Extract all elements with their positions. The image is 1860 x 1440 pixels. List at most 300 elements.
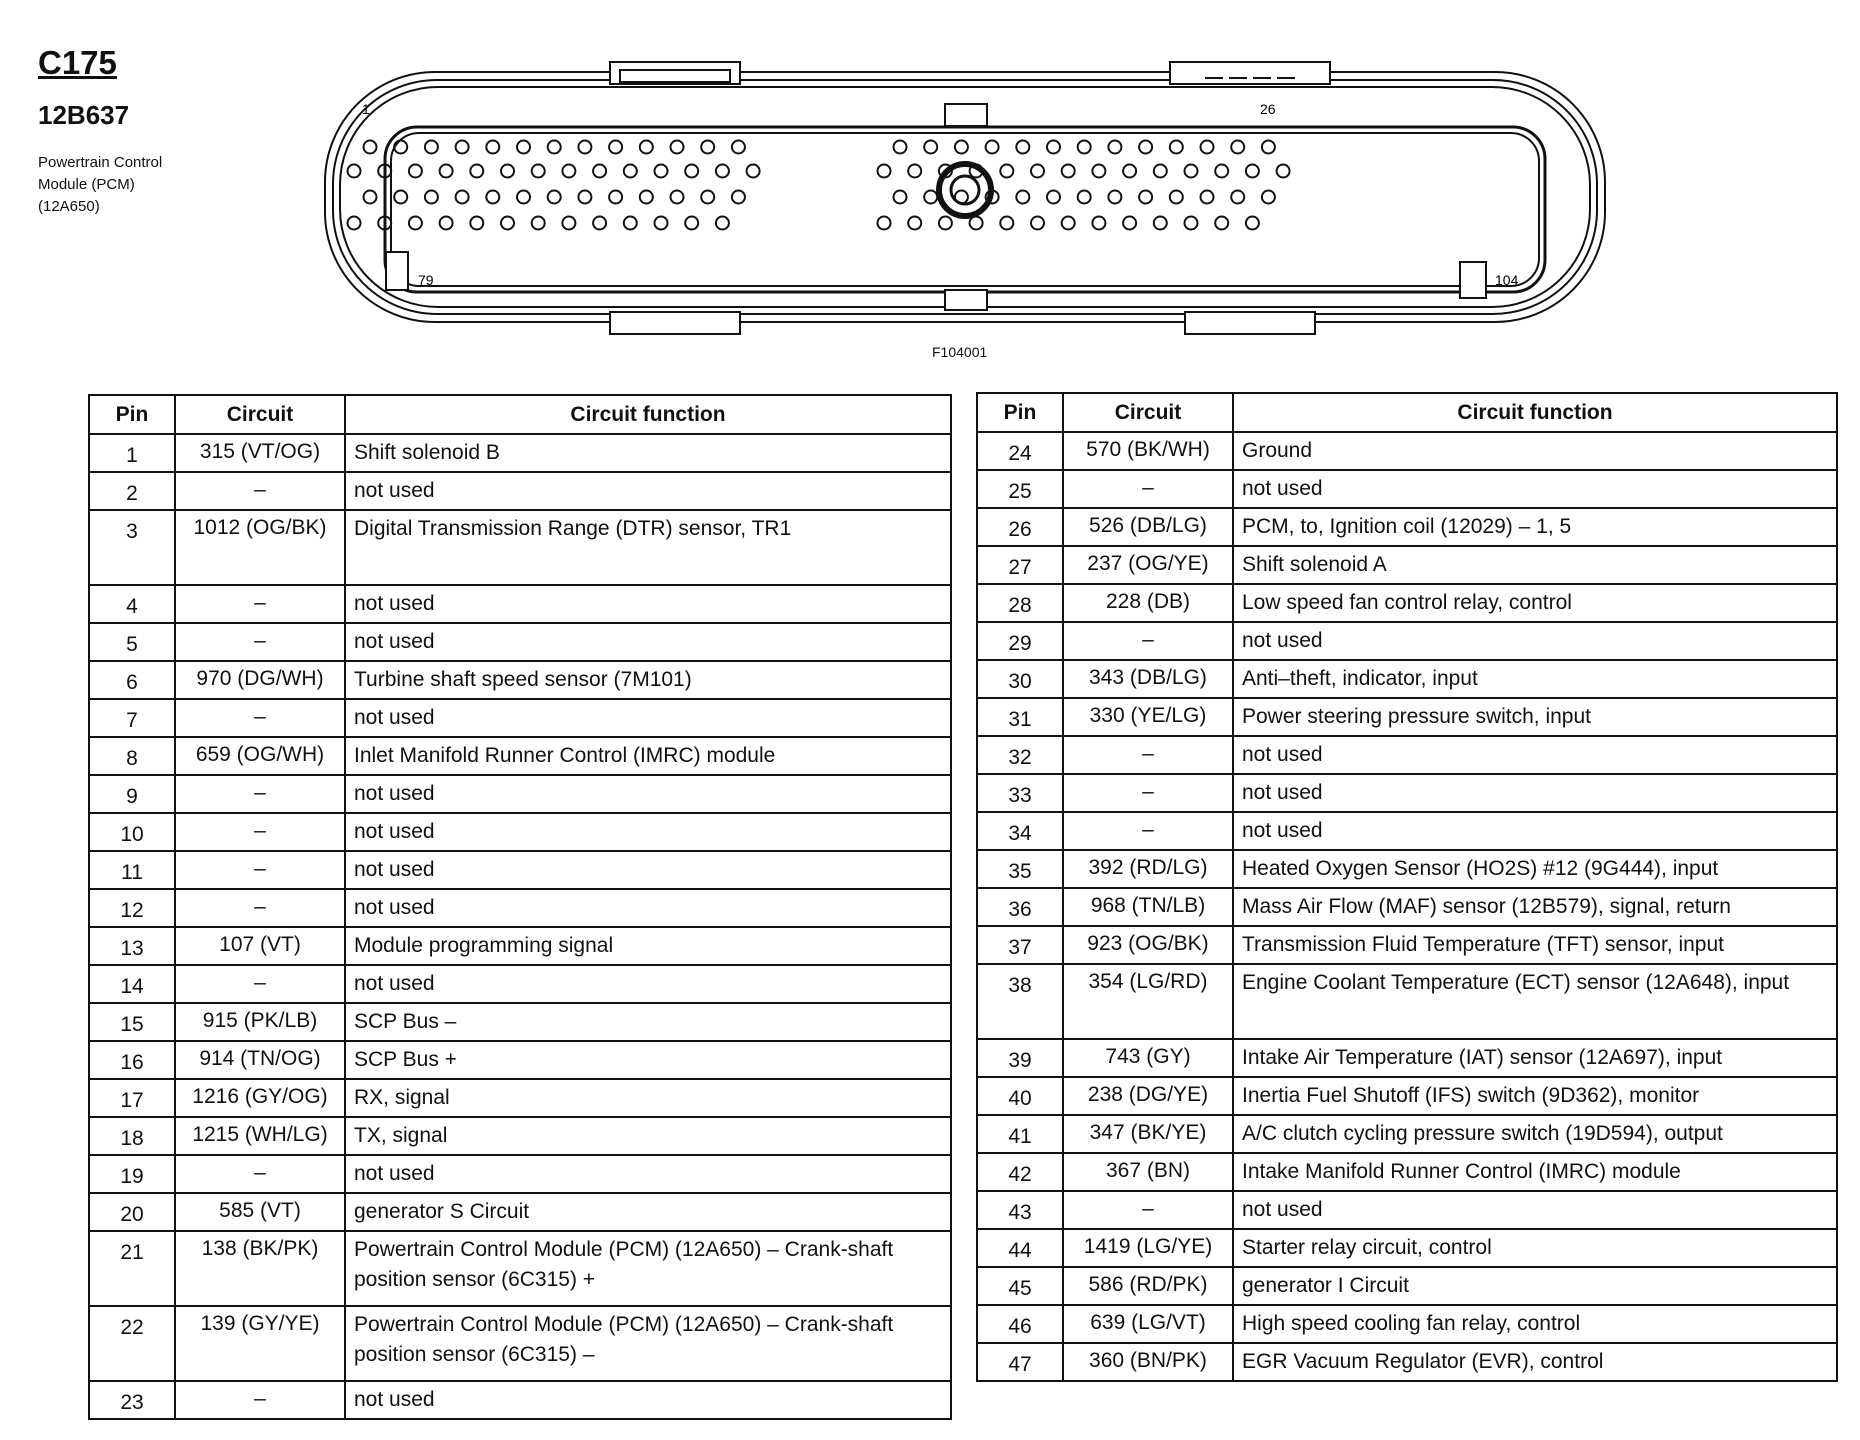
pin-cell: 8 [89, 737, 175, 775]
function-cell: Ground [1233, 432, 1837, 470]
pin-hole [578, 191, 591, 204]
pin-hole [440, 165, 453, 178]
pin-cell: 30 [977, 660, 1063, 698]
key-tab-top [945, 104, 987, 126]
table-row [977, 774, 1837, 812]
function-cell: not used [345, 472, 951, 510]
circuit-cell: 138 (BK/PK) [175, 1231, 345, 1306]
function-cell: not used [345, 965, 951, 1003]
circuit-cell: 970 (DG/WH) [175, 661, 345, 699]
table-row [89, 813, 951, 851]
circuit-cell: 343 (DB/LG) [1063, 660, 1233, 698]
pin-hole [1215, 217, 1228, 230]
pin-cell: 27 [977, 546, 1063, 584]
function-cell: not used [1233, 736, 1837, 774]
pin-cell: 17 [89, 1079, 175, 1117]
table-row [977, 546, 1837, 584]
function-cell: Intake Manifold Runner Control (IMRC) module [1233, 1153, 1837, 1191]
table-row [89, 1231, 951, 1306]
pin-cell: 41 [977, 1115, 1063, 1153]
header-pin: Pin [977, 393, 1063, 432]
pin-hole [517, 191, 530, 204]
pin-cell: 18 [89, 1117, 175, 1155]
pin-cell: 33 [977, 774, 1063, 812]
table-row [89, 737, 951, 775]
circuit-cell: 139 (GY/YE) [175, 1306, 345, 1381]
table-row [89, 1155, 951, 1193]
table-row [977, 1229, 1837, 1267]
circuit-cell: 968 (TN/LB) [1063, 888, 1233, 926]
pin-cell: 36 [977, 888, 1063, 926]
function-cell: RX, signal [345, 1079, 951, 1117]
circuit-cell: 237 (OG/YE) [1063, 546, 1233, 584]
circuit-cell: 639 (LG/VT) [1063, 1305, 1233, 1343]
function-cell: Turbine shaft speed sensor (7M101) [345, 661, 951, 699]
pin-cell: 15 [89, 1003, 175, 1041]
circuit-cell: – [1063, 1191, 1233, 1229]
pin-hole [548, 191, 561, 204]
function-cell: not used [345, 699, 951, 737]
circuit-cell: – [175, 775, 345, 813]
pin-hole [1185, 165, 1198, 178]
pin-cell: 7 [89, 699, 175, 737]
table-row [977, 1305, 1837, 1343]
pin-hole [1246, 217, 1259, 230]
latch-tab [620, 70, 730, 82]
pin-cell: 3 [89, 510, 175, 585]
pin-hole [1215, 165, 1228, 178]
circuit-cell: – [1063, 470, 1233, 508]
function-cell: Engine Coolant Temperature (ECT) sensor (12A648), input [1233, 964, 1837, 1039]
table-row [89, 1117, 951, 1155]
header-function: Circuit function [1233, 393, 1837, 432]
table-row [977, 1191, 1837, 1229]
pin-cell: 47 [977, 1343, 1063, 1381]
table-row [89, 623, 951, 661]
table-header-row [977, 393, 1837, 432]
pin-hole [501, 217, 514, 230]
table-row [977, 432, 1837, 470]
pin-hole [1139, 141, 1152, 154]
pin-cell: 10 [89, 813, 175, 851]
table-row [89, 1003, 951, 1041]
pin-hole [548, 141, 561, 154]
circuit-cell: 915 (PK/LB) [175, 1003, 345, 1041]
module-description-line: (12A650) [38, 198, 100, 215]
table-row [977, 850, 1837, 888]
function-cell: not used [345, 813, 951, 851]
table-row [977, 888, 1837, 926]
pin-hole [517, 141, 530, 154]
table-row [977, 698, 1837, 736]
table-row [89, 851, 951, 889]
circuit-cell: 586 (RD/PK) [1063, 1267, 1233, 1305]
pin-cell: 28 [977, 584, 1063, 622]
pin-hole [955, 141, 968, 154]
pin-hole [609, 191, 622, 204]
pin-hole [878, 217, 891, 230]
function-cell: not used [345, 1155, 951, 1193]
table-row [89, 1381, 951, 1419]
circuit-cell: 347 (BK/YE) [1063, 1115, 1233, 1153]
pin-hole [894, 141, 907, 154]
pin-hole [486, 141, 499, 154]
pin-hole [1170, 191, 1183, 204]
circuit-cell: 1012 (OG/BK) [175, 510, 345, 585]
circuit-cell: 1215 (WH/LG) [175, 1117, 345, 1155]
pin-hole [1262, 141, 1275, 154]
circuit-cell: – [1063, 622, 1233, 660]
pin-label-26: 26 [1260, 101, 1276, 117]
function-cell: not used [345, 851, 951, 889]
table-row [89, 775, 951, 813]
latch-tab [1185, 312, 1315, 334]
pin-hole [908, 217, 921, 230]
pin-hole [986, 141, 999, 154]
function-cell: Powertrain Control Module (PCM) (12A650) – Crank-shaft position sensor (6C315) + [345, 1231, 951, 1306]
function-cell: TX, signal [345, 1117, 951, 1155]
pin-hole [394, 141, 407, 154]
pin-hole [640, 141, 653, 154]
table-row [977, 1115, 1837, 1153]
pin-hole [732, 141, 745, 154]
pin-hole [562, 165, 575, 178]
table-row [89, 1079, 951, 1117]
table-row [89, 1041, 951, 1079]
table-row [977, 736, 1837, 774]
pin-hole [1016, 191, 1029, 204]
pin-cell: 37 [977, 926, 1063, 964]
function-cell: not used [345, 1381, 951, 1419]
pin-hole [924, 191, 937, 204]
circuit-cell: 1419 (LG/YE) [1063, 1229, 1233, 1267]
function-cell: SCP Bus – [345, 1003, 951, 1041]
pin-hole [624, 165, 637, 178]
pin-cell: 34 [977, 812, 1063, 850]
center-bolt-inner [951, 176, 979, 204]
function-cell: Anti–theft, indicator, input [1233, 660, 1837, 698]
table-row [977, 508, 1837, 546]
table-row [977, 812, 1837, 850]
header-circuit: Circuit [1063, 393, 1233, 432]
function-cell: not used [1233, 774, 1837, 812]
table-row [977, 1267, 1837, 1305]
pin-hole [348, 217, 361, 230]
pin-cell: 16 [89, 1041, 175, 1079]
pin-hole [409, 217, 422, 230]
pin-hole [1246, 165, 1259, 178]
circuit-cell: 107 (VT) [175, 927, 345, 965]
circuit-cell: – [175, 623, 345, 661]
pin-hole [1047, 191, 1060, 204]
pin-cell: 9 [89, 775, 175, 813]
function-cell: SCP Bus + [345, 1041, 951, 1079]
pin-hole [924, 141, 937, 154]
table-row [89, 1306, 951, 1381]
pin-cell: 2 [89, 472, 175, 510]
pin-hole [1016, 141, 1029, 154]
circuit-cell: 743 (GY) [1063, 1039, 1233, 1077]
function-cell: generator I Circuit [1233, 1267, 1837, 1305]
function-cell: EGR Vacuum Regulator (EVR), control [1233, 1343, 1837, 1381]
pin-hole [1277, 165, 1290, 178]
pin-hole [701, 191, 714, 204]
pin-hole [640, 191, 653, 204]
circuit-cell: – [175, 472, 345, 510]
circuit-cell: – [175, 699, 345, 737]
pin-hole [716, 165, 729, 178]
function-cell: Power steering pressure switch, input [1233, 698, 1837, 736]
function-cell: not used [345, 775, 951, 813]
circuit-cell: 526 (DB/LG) [1063, 508, 1233, 546]
pinout-table-left-body [89, 434, 951, 1419]
pin-cell: 23 [89, 1381, 175, 1419]
pin-hole [1078, 191, 1091, 204]
table-header-row [89, 395, 951, 434]
table-row [89, 585, 951, 623]
pin-cell: 13 [89, 927, 175, 965]
pin-hole [364, 141, 377, 154]
circuit-cell: 354 (LG/RD) [1063, 964, 1233, 1039]
circuit-cell: 923 (OG/BK) [1063, 926, 1233, 964]
key-tab-bottom [945, 290, 987, 310]
corner-key-left [386, 252, 408, 290]
pin-hole [908, 165, 921, 178]
header-pin: Pin [89, 395, 175, 434]
table-row [977, 660, 1837, 698]
pin-hole [624, 217, 637, 230]
pinout-table-right-body [977, 432, 1837, 1381]
pin-cell: 40 [977, 1077, 1063, 1115]
pin-cell: 25 [977, 470, 1063, 508]
pin-hole [440, 217, 453, 230]
function-cell: Low speed fan control relay, control [1233, 584, 1837, 622]
pin-hole [1262, 191, 1275, 204]
pin-cell: 22 [89, 1306, 175, 1381]
circuit-cell: 228 (DB) [1063, 584, 1233, 622]
circuit-cell: 315 (VT/OG) [175, 434, 345, 472]
pin-hole [1231, 191, 1244, 204]
latch-tab [610, 312, 740, 334]
header-function: Circuit function [345, 395, 951, 434]
pin-hole [470, 165, 483, 178]
table-row [977, 1039, 1837, 1077]
pin-hole [1062, 217, 1075, 230]
pin-hole [655, 165, 668, 178]
circuit-cell: 585 (VT) [175, 1193, 345, 1231]
circuit-cell: – [175, 1381, 345, 1419]
function-cell: Digital Transmission Range (DTR) sensor, TR1 [345, 510, 951, 585]
pin-cell: 19 [89, 1155, 175, 1193]
pin-hole [1231, 141, 1244, 154]
pin-cell: 6 [89, 661, 175, 699]
pin-hole [1201, 191, 1214, 204]
pin-hole [685, 165, 698, 178]
pin-cell: 43 [977, 1191, 1063, 1229]
function-cell: Starter relay circuit, control [1233, 1229, 1837, 1267]
circuit-cell: 360 (BN/PK) [1063, 1343, 1233, 1381]
pin-hole [1000, 217, 1013, 230]
header-circuit: Circuit [175, 395, 345, 434]
pin-hole [894, 191, 907, 204]
function-cell: not used [1233, 622, 1837, 660]
pin-cell: 31 [977, 698, 1063, 736]
pin-hole [1108, 191, 1121, 204]
connector-id: C175 [38, 44, 117, 81]
pin-hole [562, 217, 575, 230]
function-cell: Inertia Fuel Shutoff (IFS) switch (9D362), monitor [1233, 1077, 1837, 1115]
pin-holes [348, 141, 1290, 230]
table-row [977, 926, 1837, 964]
pin-hole [1139, 191, 1152, 204]
circuit-cell: – [175, 851, 345, 889]
pin-hole [671, 141, 684, 154]
function-cell: Powertrain Control Module (PCM) (12A650) – Crank-shaft position sensor (6C315) – [345, 1306, 951, 1381]
pin-hole [1123, 165, 1136, 178]
pin-cell: 11 [89, 851, 175, 889]
pin-hole [1031, 165, 1044, 178]
circuit-cell: – [1063, 812, 1233, 850]
table-row [977, 470, 1837, 508]
connector-diagram [310, 52, 1610, 342]
pin-cell: 21 [89, 1231, 175, 1306]
circuit-cell: – [175, 889, 345, 927]
pin-hole [409, 165, 422, 178]
pin-hole [364, 191, 377, 204]
function-cell: High speed cooling fan relay, control [1233, 1305, 1837, 1343]
function-cell: not used [345, 889, 951, 927]
pin-hole [501, 165, 514, 178]
circuit-cell: 1216 (GY/OG) [175, 1079, 345, 1117]
table-row [89, 661, 951, 699]
pin-hole [593, 217, 606, 230]
pin-hole [970, 217, 983, 230]
table-row [89, 965, 951, 1003]
pin-cell: 24 [977, 432, 1063, 470]
pin-hole [1170, 141, 1183, 154]
pin-hole [1092, 165, 1105, 178]
pin-cell: 39 [977, 1039, 1063, 1077]
pin-hole [532, 165, 545, 178]
table-row [89, 510, 951, 585]
function-cell: Shift solenoid A [1233, 546, 1837, 584]
pin-hole [1154, 165, 1167, 178]
table-row [89, 927, 951, 965]
function-cell: generator S Circuit [345, 1193, 951, 1231]
circuit-cell: – [175, 813, 345, 851]
pin-cell: 32 [977, 736, 1063, 774]
circuit-cell: – [175, 1155, 345, 1193]
pinout-table-right [976, 392, 1838, 1382]
pin-cell: 12 [89, 889, 175, 927]
pin-hole [348, 165, 361, 178]
pin-hole [1108, 141, 1121, 154]
pin-hole [425, 141, 438, 154]
pin-hole [1185, 217, 1198, 230]
function-cell: not used [1233, 812, 1837, 850]
pin-hole [593, 165, 606, 178]
pin-cell: 35 [977, 850, 1063, 888]
circuit-cell: 659 (OG/WH) [175, 737, 345, 775]
table-row [977, 584, 1837, 622]
pin-hole [878, 165, 891, 178]
pin-cell: 45 [977, 1267, 1063, 1305]
table-row [89, 1193, 951, 1231]
pin-hole [609, 141, 622, 154]
function-cell: not used [345, 623, 951, 661]
pin-hole [701, 141, 714, 154]
pin-hole [1062, 165, 1075, 178]
table-row [89, 472, 951, 510]
table-row [89, 699, 951, 737]
pin-hole [716, 217, 729, 230]
function-cell: not used [345, 585, 951, 623]
table-row [977, 1153, 1837, 1191]
circuit-cell: – [175, 585, 345, 623]
pin-label-79: 79 [418, 272, 434, 288]
table-row [89, 434, 951, 472]
function-cell: Module programming signal [345, 927, 951, 965]
circuit-cell: 330 (YE/LG) [1063, 698, 1233, 736]
pin-hole [532, 217, 545, 230]
pin-cell: 29 [977, 622, 1063, 660]
function-cell: PCM, to, Ignition coil (12029) – 1, 5 [1233, 508, 1837, 546]
pin-cell: 44 [977, 1229, 1063, 1267]
function-cell: not used [1233, 470, 1837, 508]
pin-cell: 1 [89, 434, 175, 472]
pin-hole [1092, 217, 1105, 230]
circuit-cell: 570 (BK/WH) [1063, 432, 1233, 470]
pin-label-1: 1 [362, 101, 370, 117]
circuit-cell: – [1063, 736, 1233, 774]
pin-hole [425, 191, 438, 204]
pin-hole [671, 191, 684, 204]
pin-hole [939, 217, 952, 230]
function-cell: not used [1233, 1191, 1837, 1229]
table-row [977, 1077, 1837, 1115]
pin-hole [456, 141, 469, 154]
circuit-cell: 914 (TN/OG) [175, 1041, 345, 1079]
pin-hole [470, 217, 483, 230]
pin-hole [655, 217, 668, 230]
module-description-line: Powertrain Control [38, 154, 163, 171]
table-row [977, 1343, 1837, 1381]
figure-id: F104001 [932, 344, 988, 360]
module-description [38, 152, 218, 218]
function-cell: Mass Air Flow (MAF) sensor (12B579), signal, return [1233, 888, 1837, 926]
pin-hole [578, 141, 591, 154]
circuit-cell: – [175, 965, 345, 1003]
table-row [89, 889, 951, 927]
pin-hole [1000, 165, 1013, 178]
part-number: 12B637 [38, 100, 130, 130]
latch-tab [1170, 62, 1330, 84]
table-row [977, 622, 1837, 660]
pin-cell: 4 [89, 585, 175, 623]
pin-cell: 14 [89, 965, 175, 1003]
function-cell: A/C clutch cycling pressure switch (19D594), output [1233, 1115, 1837, 1153]
module-description-line: Module (PCM) [38, 176, 135, 193]
pin-hole [394, 191, 407, 204]
pin-hole [456, 191, 469, 204]
pin-hole [1078, 141, 1091, 154]
circuit-cell: 367 (BN) [1063, 1153, 1233, 1191]
pin-cell: 5 [89, 623, 175, 661]
pin-hole [1154, 217, 1167, 230]
pin-label-104: 104 [1495, 272, 1519, 288]
function-cell: Heated Oxygen Sensor (HO2S) #12 (9G444), input [1233, 850, 1837, 888]
pin-hole [486, 191, 499, 204]
